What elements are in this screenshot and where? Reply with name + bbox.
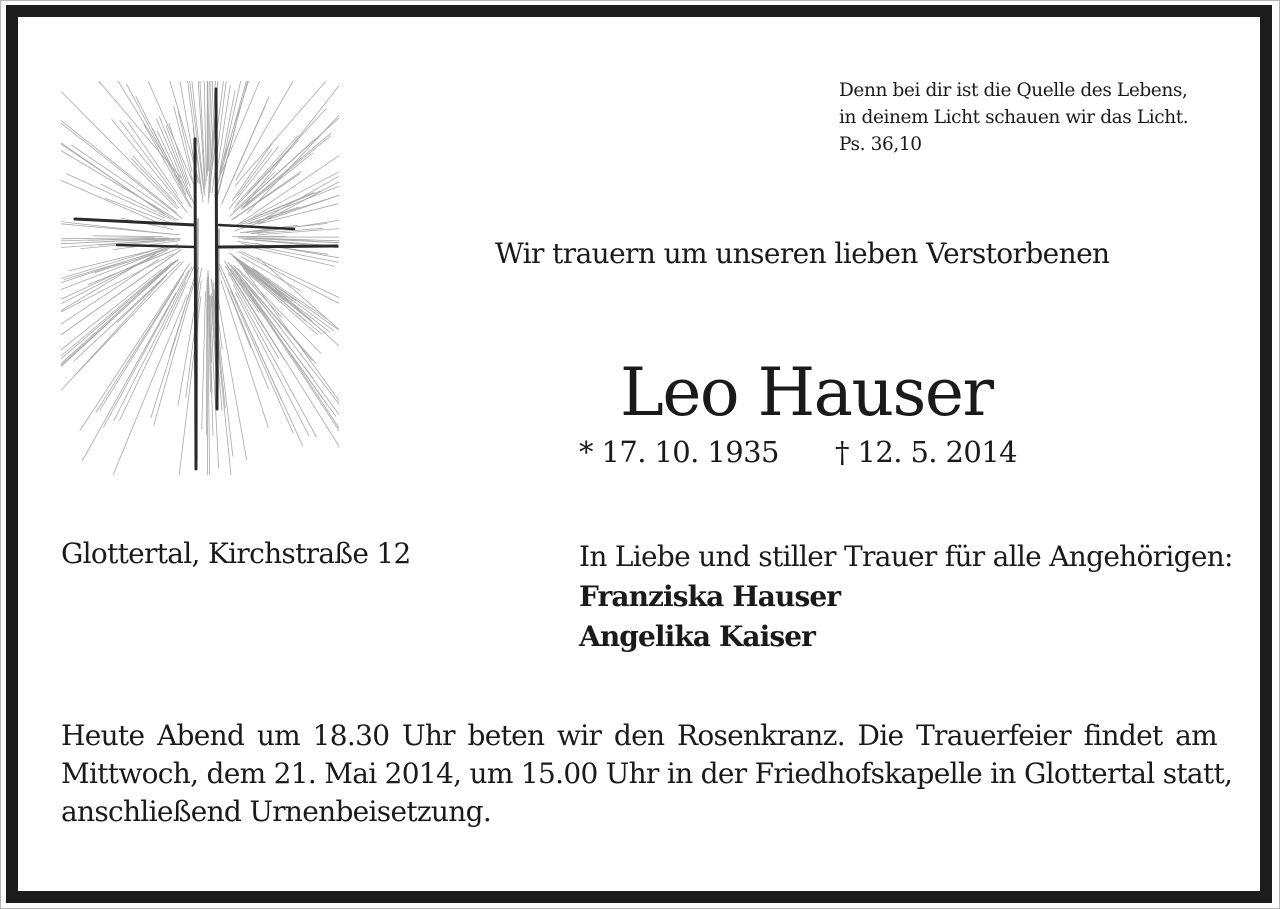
family-member: Angelika Kaiser — [579, 620, 815, 653]
light-ray — [253, 269, 326, 319]
light-ray — [232, 236, 285, 237]
light-ray — [238, 268, 322, 354]
light-ray — [243, 135, 331, 207]
light-ray — [112, 119, 188, 213]
service-info — [61, 717, 1233, 831]
light-ray — [93, 236, 164, 237]
light-ray — [215, 282, 247, 460]
light-ray — [231, 191, 321, 227]
light-ray — [61, 262, 173, 356]
light-ray — [233, 285, 316, 437]
verse-line: Denn bei dir ist die Quelle des Lebens, — [839, 80, 1188, 101]
death-date: † 12. 5. 2014 — [835, 435, 1017, 469]
light-ray — [74, 262, 180, 361]
family-block — [579, 537, 1233, 657]
deceased-name: Leo Hauser — [620, 354, 993, 431]
address: Glottertal, Kirchstraße 12 — [61, 537, 411, 570]
light-ray — [157, 131, 183, 187]
service-line: Heute Abend um 18.30 Uhr beten wir den Rosenkranz. Die Trauerfeier findet am — [61, 719, 1217, 752]
light-ray — [258, 258, 339, 330]
psalm-verse — [839, 77, 1188, 158]
light-ray — [252, 267, 339, 346]
light-ray — [61, 276, 166, 391]
light-ray — [231, 291, 294, 434]
family-member: Franziska Hauser — [579, 580, 841, 613]
service-line: Mittwoch, dem 21. Mai 2014, um 15.00 Uhr in der Friedhofskapelle in Glottertal statt, — [61, 757, 1233, 790]
light-ray — [61, 254, 155, 310]
light-ray — [88, 252, 171, 285]
light-ray — [61, 120, 177, 213]
radiant-cross-icon — [59, 79, 341, 477]
light-ray — [154, 268, 199, 426]
light-ray — [202, 291, 206, 429]
service-line: anschließend Urnenbeisetzung. — [61, 795, 492, 828]
light-ray — [236, 81, 293, 181]
light-ray — [61, 246, 167, 278]
light-ray — [248, 109, 326, 193]
light-ray — [178, 111, 192, 172]
light-ray — [71, 145, 168, 211]
family-intro: In Liebe und stiller Trauer für alle Angehörigen: — [579, 540, 1233, 573]
light-ray — [61, 250, 168, 304]
light-ray — [131, 158, 179, 208]
light-ray — [241, 133, 332, 209]
verse-reference: Ps. 36,10 — [839, 134, 922, 155]
light-ray — [126, 83, 192, 208]
light-ray — [174, 106, 193, 179]
verse-line: in deinem Licht schauen wir das Licht. — [839, 107, 1189, 128]
light-ray — [61, 144, 176, 221]
light-ray — [243, 268, 339, 400]
light-ray — [61, 269, 162, 350]
light-ray — [118, 81, 190, 198]
light-ray — [258, 204, 338, 224]
mourning-heading: Wir trauern um unseren lieben Verstorbenen — [495, 237, 1110, 270]
light-ray — [152, 128, 186, 195]
birth-date: * 17. 10. 1935 — [579, 435, 779, 469]
